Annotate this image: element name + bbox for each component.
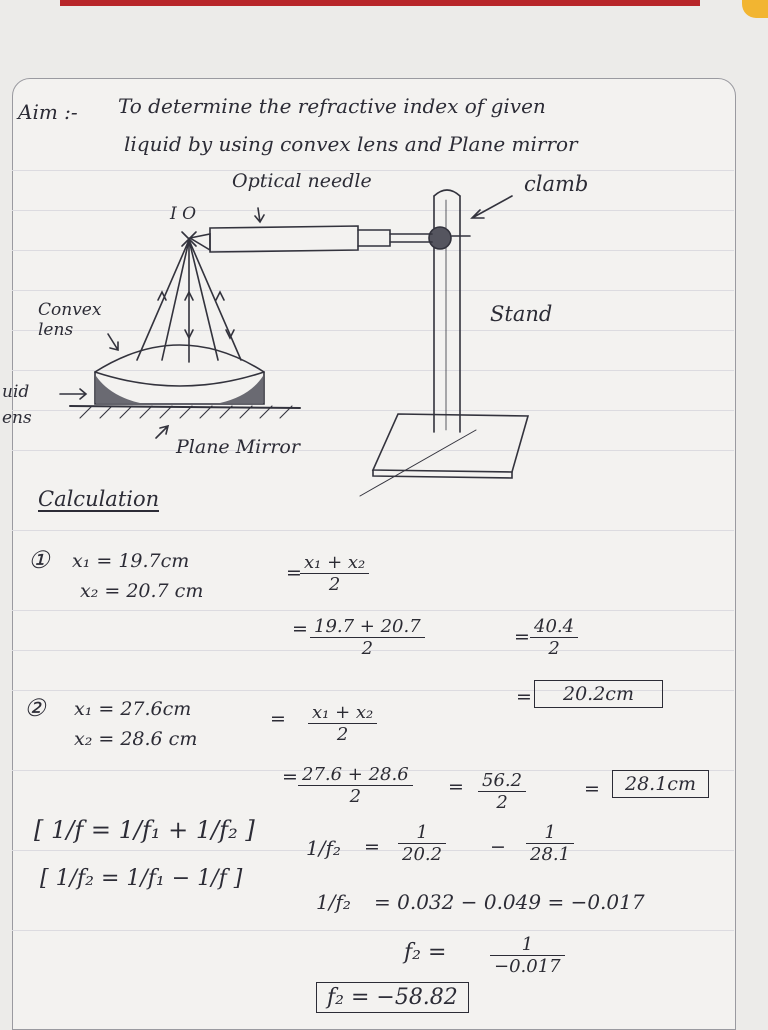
step1-eq: = bbox=[364, 836, 380, 858]
step1-minus: − bbox=[490, 836, 506, 858]
set1-sum: $\frac{40.4}{2}$ bbox=[530, 616, 578, 659]
set2-eq-2: = bbox=[282, 766, 298, 788]
ray-arrows-down bbox=[185, 330, 234, 338]
set2-eq-3: = bbox=[448, 776, 464, 798]
set1-eq-1: = bbox=[286, 562, 302, 584]
clamp-boss bbox=[429, 227, 451, 249]
set2-eq-4: = bbox=[584, 778, 600, 800]
set1-formula: $\frac{\text{x₁ + x₂}}{2}$ bbox=[300, 552, 369, 595]
clamp-label-arrow bbox=[472, 196, 512, 218]
aim-label: Aim :- bbox=[18, 100, 78, 124]
liquid-label-arrow bbox=[60, 389, 86, 399]
step2-rhs: = 0.032 − 0.049 = −0.017 bbox=[374, 890, 645, 914]
set2-formula: $\frac{\text{x₁ + x₂}}{2}$ bbox=[308, 702, 377, 745]
set2-substitution: $\frac{27.6 + 28.6}{2}$ bbox=[298, 764, 413, 807]
lens-mid-curve bbox=[95, 372, 264, 386]
stand-label: Stand bbox=[490, 302, 553, 326]
optical-needle-label: Optical needle bbox=[232, 170, 372, 192]
calculation-heading: Calculation bbox=[38, 487, 160, 511]
step3-lhs: f₂ = bbox=[404, 940, 447, 965]
set1-eq-3: = bbox=[514, 626, 530, 648]
step1-term-b: $\frac{1}{28.1}$ bbox=[526, 822, 574, 865]
ray-outer bbox=[137, 240, 241, 362]
set2-sum: $\frac{56.2}{2}$ bbox=[478, 770, 526, 813]
set1-x1: x₁ = 19.7cm bbox=[72, 550, 190, 572]
set1-result-box: 20.2cm bbox=[534, 680, 663, 708]
set2-x2: x₂ = 28.6 cm bbox=[74, 728, 198, 750]
lens-top-curve bbox=[95, 345, 264, 372]
lens-formula-1: [ 1/f = 1/f₁ + 1/f₂ ] bbox=[34, 816, 255, 844]
needle-holder bbox=[210, 226, 358, 252]
stand-base bbox=[373, 414, 528, 472]
stand-stroke bbox=[360, 430, 476, 496]
set1-substitution: $\frac{19.7 + 20.7}{2}$ bbox=[310, 616, 425, 659]
set2-x1: x₁ = 27.6cm bbox=[74, 698, 192, 720]
set2-result-box: 28.1cm bbox=[612, 770, 709, 798]
needle-holder-tip bbox=[358, 230, 390, 246]
set2-eq-1: = bbox=[270, 708, 286, 730]
set1-eq-2: = bbox=[292, 618, 308, 640]
liquid-fill-right bbox=[220, 376, 263, 403]
final-answer-box: f₂ = −58.82 bbox=[316, 982, 469, 1013]
set1-marker: ① bbox=[28, 546, 50, 574]
lens-formula-2: [ 1/f₂ = 1/f₁ − 1/f ] bbox=[40, 866, 243, 891]
clamp-label: clamb bbox=[524, 172, 589, 196]
plane-mirror-line bbox=[70, 406, 300, 408]
lens-fragment-label: ens bbox=[2, 408, 32, 428]
convex-lens-label: Convex lens bbox=[38, 300, 102, 340]
liquid-fill-left bbox=[96, 376, 140, 403]
ray-inner bbox=[162, 240, 218, 360]
step3-fraction: $\frac{1}{-0.017}$ bbox=[490, 934, 565, 977]
step2-lhs: 1/f₂ bbox=[316, 890, 351, 914]
ruled-line bbox=[12, 930, 734, 931]
stand-rod-top bbox=[434, 190, 460, 196]
step1-lhs: 1/f₂ bbox=[306, 836, 341, 860]
ruled-line bbox=[12, 610, 734, 611]
plane-mirror-label: Plane Mirror bbox=[176, 436, 300, 458]
aim-line-2: liquid by using convex lens and Plane mirror bbox=[124, 132, 578, 156]
set1-x2: x₂ = 20.7 cm bbox=[80, 580, 204, 602]
aim-line-1: To determine the refractive index of given bbox=[118, 94, 546, 118]
liquid-label: uid bbox=[2, 382, 30, 402]
image-object-label: I O bbox=[170, 204, 197, 224]
ruled-line bbox=[12, 530, 734, 531]
set1-eq-4: = bbox=[516, 686, 532, 708]
step1-term-a: $\frac{1}{20.2}$ bbox=[398, 822, 446, 865]
needle-label-arrow bbox=[255, 208, 264, 222]
set2-marker: ② bbox=[24, 694, 46, 722]
mirror-label-arrow bbox=[156, 426, 168, 438]
